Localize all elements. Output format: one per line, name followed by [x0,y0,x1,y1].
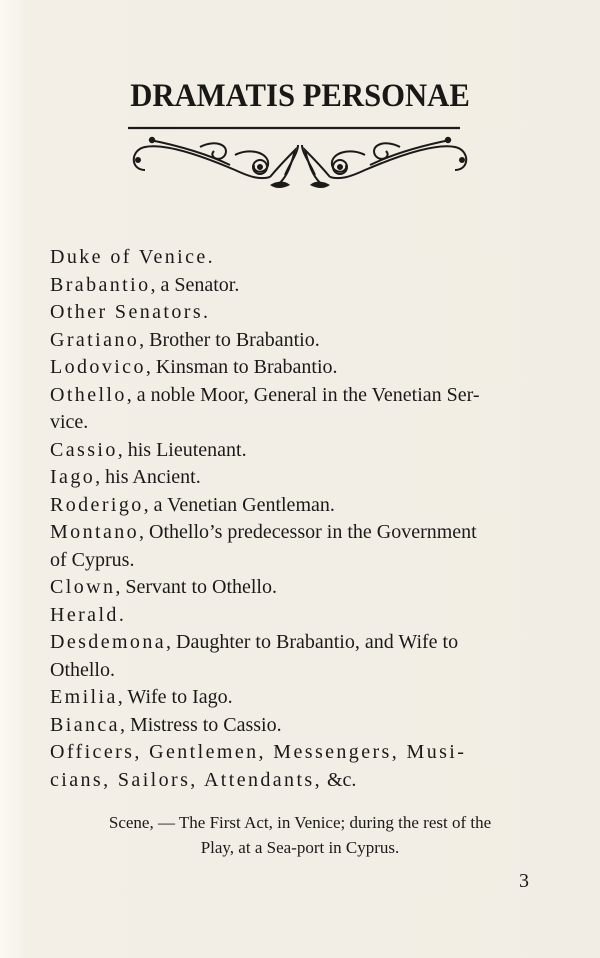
character-description: , his Ancient. [95,466,201,488]
cast-entry [50,684,550,712]
character-description: , Wife to Iago. [117,686,233,708]
cast-list [50,244,550,794]
character-name: Iago [50,466,96,488]
cast-entry [50,382,550,410]
character-name: Officers, Gentlemen, Messengers, Musi- [50,741,467,763]
character-description: &c. [322,768,357,791]
cast-entry [50,464,550,492]
cast-entry [50,519,550,547]
cast-entry-continued: of Cyprus. [50,548,135,571]
scene-note-line: Scene, — The First Act, in Venice; during the rest of the [108,813,492,832]
cast-entry [50,327,550,355]
character-description: , his Lieutenant. [117,438,247,461]
cast-entry-continued: Othello. [50,658,115,681]
cast-entry-continued: vice. [50,411,89,433]
character-description: , Mistress to Cassio. [119,713,282,736]
character-name: Clown [50,576,116,598]
cast-entry [50,602,550,630]
cast-entry [50,437,550,465]
character-name: Roderigo [50,493,144,516]
character-name: Gratiano [50,328,140,351]
cast-entry [50,299,550,327]
character-name: Brabantio [50,273,151,296]
character-description: , Daughter to Brabantio, and Wife to [166,631,459,653]
character-description: , Servant to Othello. [115,576,277,598]
scene-note [60,810,540,860]
character-name: Lodovico [50,356,146,378]
character-name: Emilia [50,686,118,708]
page-title: DRAMATIS PERSONAE [130,78,470,114]
character-name: Bianca [50,713,120,736]
character-description: , a noble Moor, General in the Venetian Ser- [126,383,480,406]
scene-note-line: Play, at a Sea-port in Cyprus. [200,838,400,857]
character-name: Cassio [50,438,118,461]
cast-entry-continued [50,767,550,795]
character-name: Duke of Venice. [50,246,216,268]
character-description: , Othello’s predecessor in the Government [139,521,477,543]
cast-entry [50,492,550,520]
character-name: Herald. [50,603,127,626]
cast-entry [50,574,550,602]
cast-entry [50,739,550,767]
character-name: Othello [50,383,127,406]
cast-entry [50,244,550,272]
character-description: , Brother to Brabantio. [139,328,320,351]
character-description: , Kinsman to Brabantio. [145,356,338,378]
cast-entry [50,712,550,740]
page-number: 3 [519,870,529,892]
character-name: Desdemona [50,631,167,653]
character-name: cians, Sailors, Attendants, [50,768,322,791]
cast-entry [50,629,550,657]
cast-entry [50,354,550,382]
scroll-flourish-ornament-icon [120,125,480,195]
cast-entry [50,272,550,300]
character-name: Other Senators. [50,301,211,323]
character-description: , a Senator. [150,273,240,296]
character-name: Montano [50,521,140,543]
character-description: , a Venetian Gentleman. [143,493,335,516]
